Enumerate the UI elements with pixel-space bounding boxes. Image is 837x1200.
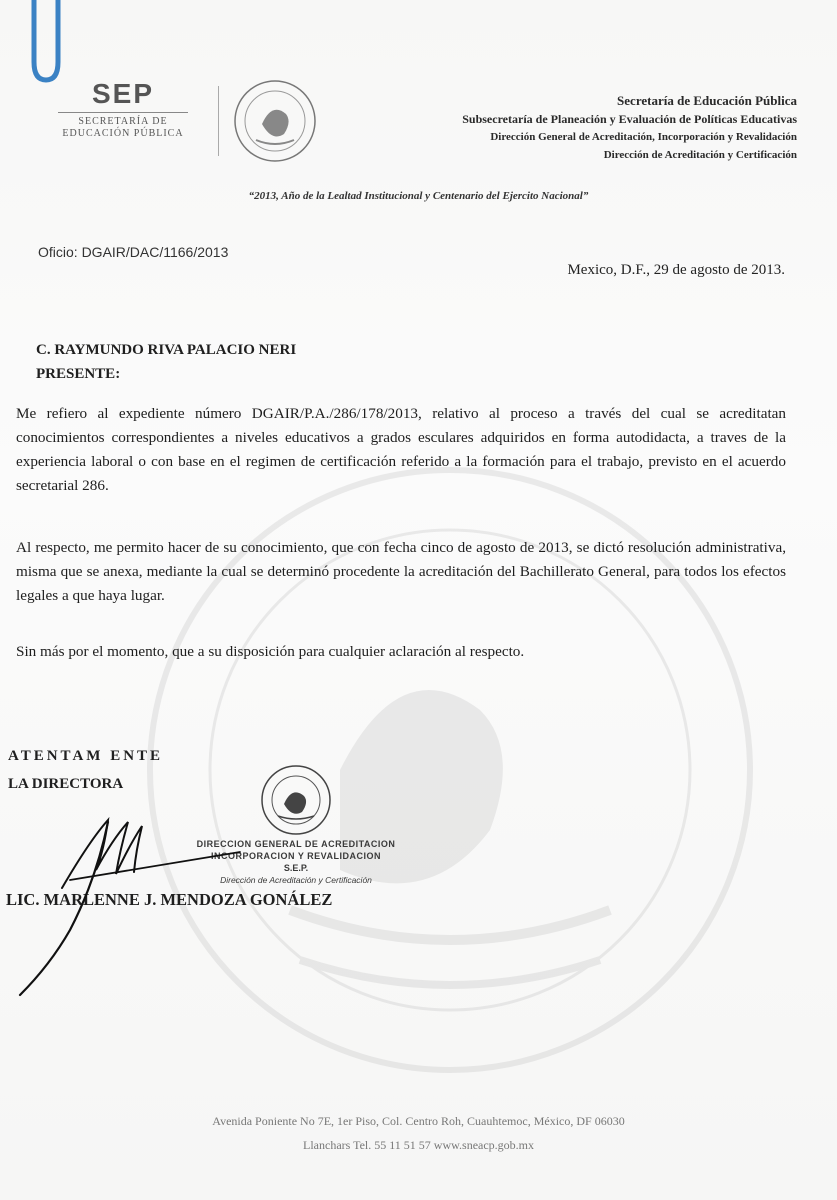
stamp-line-2: INCORPORACION Y REVALIDACION [210,851,381,861]
logo-subtitle-2: EDUCACIÓN PÚBLICA [62,128,184,139]
header-line-2: Subsecretaría de Planeación y Evaluación de Políticas Educativas [462,112,797,126]
body-paragraph-3: Sin más por el momento, que a su disposición para cualquier aclaración al respecto. [16,643,525,660]
signatory-name: LIC. MARLENNE J. MENDOZA GONÁLEZ [6,890,333,909]
footer-contact: Llanchars Tel. 55 11 51 57 www.sneacp.gob.mx [303,1138,534,1152]
handwritten-signature [0,800,420,1000]
header-divider [218,86,219,156]
closing-atentamente: ATENTAM ENTE [8,748,164,764]
sep-logo [38,78,208,140]
sep-logo-text: SEP [91,78,155,109]
header-line-4: Dirección de Acreditación y Certificación [603,149,797,161]
stamp-line-4: Dirección de Acreditación y Certificación [220,875,372,885]
date: Mexico, D.F., 29 de agosto de 2013. [567,262,785,278]
logo-divider [58,112,188,113]
header-institution [462,92,797,164]
paper-clip-icon [22,0,62,90]
header-line-1: Secretaría de Educación Pública [617,93,797,108]
stamp-line-1: DIRECCION GENERAL DE ACREDITACION [196,839,396,849]
body-paragraph-1: Me refiero al expediente número DGAIR/P.A./286/178/2013, relativo al proceso a través del cual se acreditatan conocimientos correspondientes a niveles educativos a grados esculares adquiridos en forma autodidacta, a traves de la experiencia laboral o con base en el regimen de certificación referido a la formación para el trabajo, previsto en el acuerdo secretarial 286. [16,405,786,494]
oficio-number: Oficio: DGAIR/DAC/1166/2013 [38,244,229,260]
closing-cargo: LA DIRECTORA [8,776,124,792]
stamp-line-3: S.E.P. [283,863,309,873]
mexican-coat-of-arms-icon [230,76,320,166]
motto: “2013, Año de la Lealtad Institucional y Centenario del Ejercito Nacional” [248,190,589,202]
logo-subtitle-1: SECRETARÍA DE [78,116,168,127]
body-paragraph-2: Al respecto, me permito hacer de su conocimiento, que con fecha cinco de agosto de 2013, se dictó resolución administrativa, misma que se anexa, mediante la cual se determinó procedente la acreditación del Bachillerato General, para todos los efectos legales a que haya lugar. [16,539,786,604]
footer-address: Avenida Poniente No 7E, 1er Piso, Col. Centro Roh, Cuauhtemoc, México, DF 06030 [212,1114,625,1128]
header-line-3: Dirección General de Acreditación, Incorporación y Revalidación [490,131,797,143]
recipient-name: C. RAYMUNDO RIVA PALACIO NERI [36,342,297,358]
recipient [36,338,296,386]
recipient-presente: PRESENTE: [36,366,121,382]
